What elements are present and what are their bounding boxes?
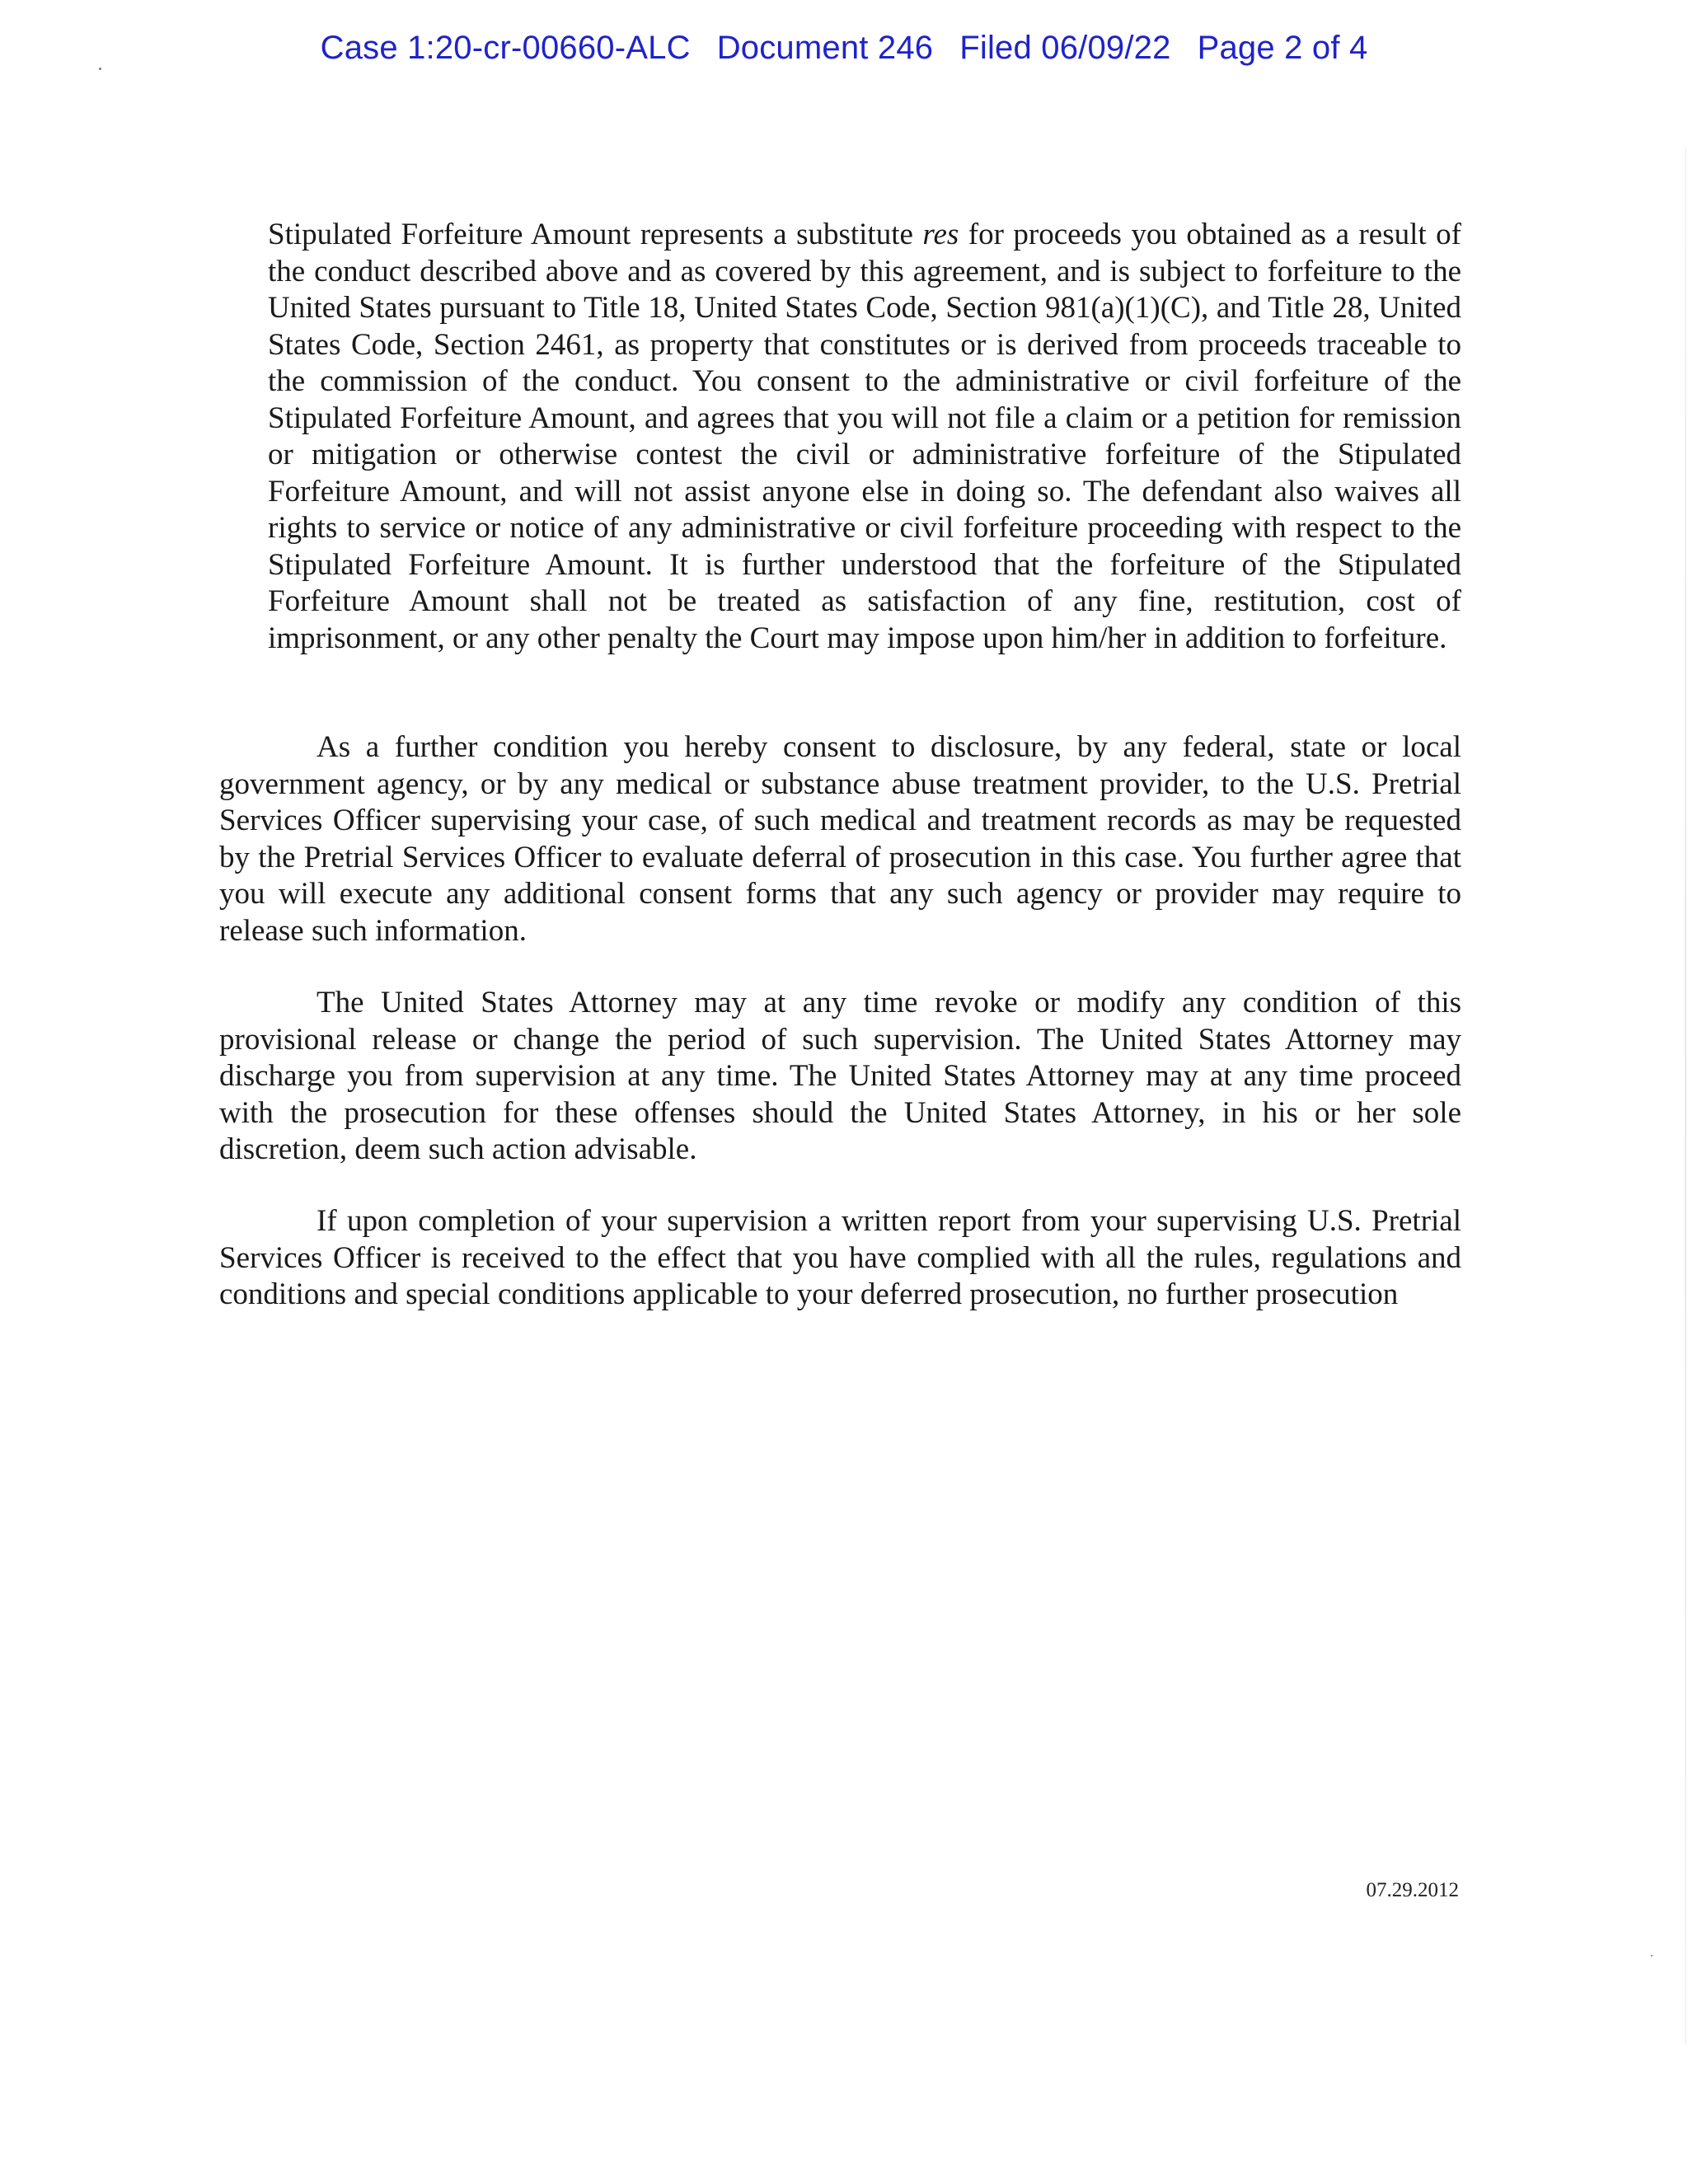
scan-edge-artifact — [1685, 148, 1686, 2044]
page-indicator: Page 2 of 4 — [1197, 30, 1368, 66]
paragraph-attorney-revocation: The United States Attorney may at any time revoke or modify any condition of this provisional release or change the period of such supervision. The United States Attorney may discharge you from supervision at any time. The United States Attorney may at any time proceed with the prosecution for these offenses should the United States Attorney, in his or her sole discretion, deem such action advisable. — [219, 986, 1461, 1166]
paragraph-forfeiture-part-1: Stipulated Forfeiture Amount represents a substitute — [268, 218, 923, 251]
paragraph-forfeiture-part-2: for proceeds you obtained as a result of the conduct described above and as covered by this agreement, and is subject to forfeiture to the United States pursuant to Title 18, United States Code, Section 981(a)(1)(C), and Title 28, United States Code, Section 2461, as property that constitutes or is derived from proceeds traceable to the commission of the conduct. You consent to the administrative or civil forfeiture of the Stipulated Forfeiture Amount, and agrees that you will not file a claim or a petition for remission or mitigation or otherwise contest the civil or administrative forfeiture of the Stipulated Forfeiture Amount, and will not assist anyone else in doing so. The defendant also waives all rights to service or notice of any administrative or civil forfeiture proceeding with respect to the Stipulated Forfeiture Amount. It is further understood that the forfeiture of the Stipulated Forfeiture Amount shall not be treated as satisfaction of any fine, restitution, cost of imprisonment, or any other penalty the Court may impose upon him/her in addition to forfeiture. — [268, 218, 1461, 655]
case-header — [0, 30, 1688, 67]
case-number: Case 1:20-cr-00660-ALC — [320, 30, 691, 66]
paragraph-forfeiture-italic-res: res — [922, 218, 959, 251]
document-number: Document 246 — [716, 30, 934, 66]
paragraph-supervision-completion: If upon completion of your supervision a written report from your supervising U.S. Pretrial Services Officer is received to the effect that you have complied with all the rules, regulations and conditions and special conditions applicable to your deferred prosecution, no further prosecution — [219, 1204, 1461, 1311]
scan-speck — [99, 68, 101, 70]
form-revision-code: 07.29.2012 — [1366, 1879, 1459, 1901]
paragraph-disclosure-consent: As a further condition you hereby consent to disclosure, by any federal, state or local government agency, or by any medical or substance abuse treatment provider, to the U.S. Pretrial Services Officer supervising your case, of such medical and treatment records as may be requested by the Pretrial Services Officer to evaluate deferral of prosecution in this case. You further agree that you will execute any additional consent forms that any such agency or provider may require to release such information. — [219, 730, 1461, 948]
paragraph-forfeiture — [268, 217, 1461, 657]
scan-speck — [1651, 1955, 1653, 1957]
filed-date: Filed 06/09/22 — [959, 30, 1171, 66]
